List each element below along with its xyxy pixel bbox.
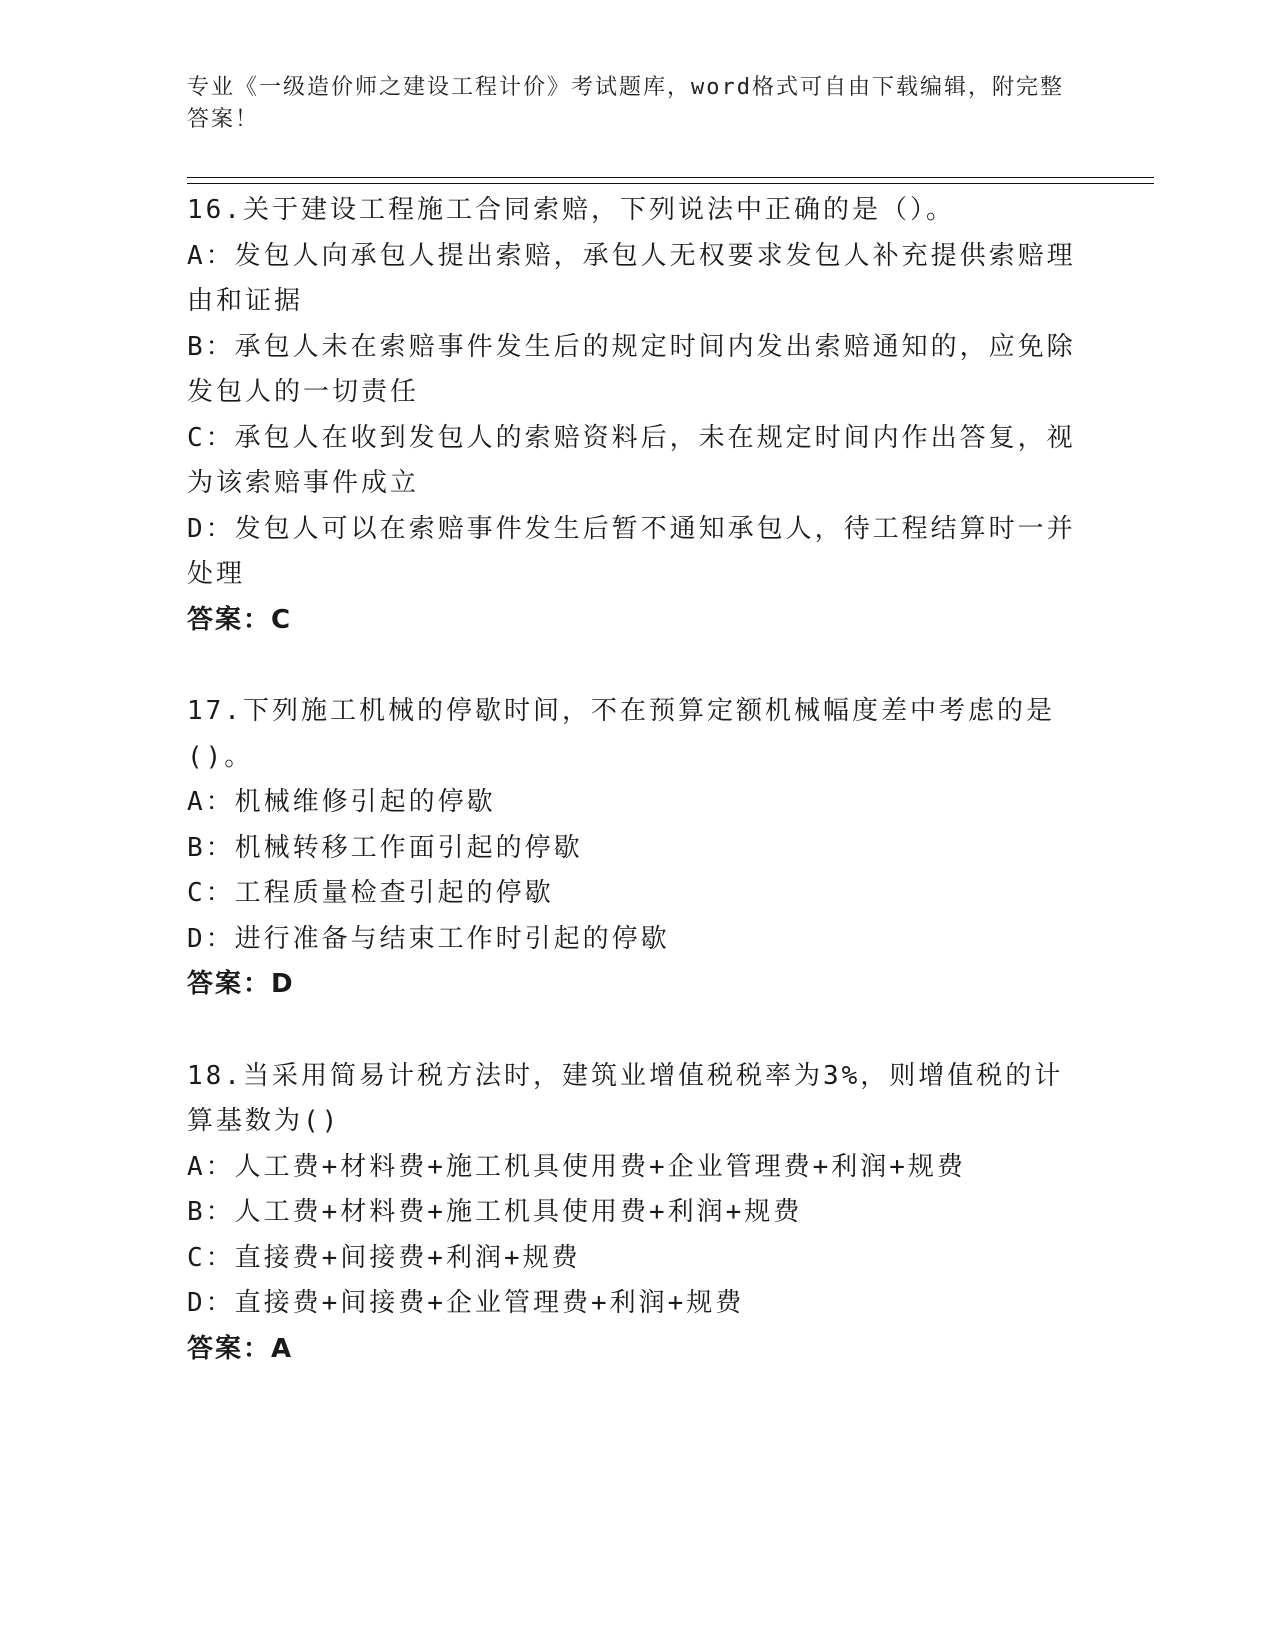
question-16 bbox=[187, 188, 1087, 643]
question-17 bbox=[187, 689, 1087, 1008]
question-stem: 16.关于建设工程施工合同索赔，下列说法中正确的是（）。 bbox=[187, 195, 955, 225]
option-c: C：工程质量检查引起的停歇 bbox=[187, 878, 554, 908]
answer-label: 答案：D bbox=[187, 969, 295, 999]
question-stem: 18.当采用简易计税方法时，建筑业增值税税率为3%，则增值税的计算基数为() bbox=[187, 1060, 1064, 1136]
answer-label: 答案：C bbox=[187, 604, 293, 635]
option-c: C：承包人在收到发包人的索赔资料后，未在规定时间内作出答复，视为该索赔事件成立 bbox=[187, 422, 1076, 498]
question-list bbox=[187, 188, 1087, 1372]
question-18 bbox=[187, 1054, 1087, 1373]
header-rule-bottom bbox=[187, 183, 1154, 184]
option-b: B：人工费+材料费+施工机具使用费+利润+规费 bbox=[187, 1197, 803, 1227]
option-a: A：人工费+材料费+施工机具使用费+企业管理费+利润+规费 bbox=[187, 1151, 966, 1182]
header-rule-top bbox=[187, 177, 1154, 178]
question-stem: 17.下列施工机械的停歇时间，不在预算定额机械幅度差中考虑的是()。 bbox=[187, 696, 1055, 772]
option-c: C：直接费+间接费+利润+规费 bbox=[187, 1242, 581, 1273]
answer-label: 答案：A bbox=[187, 1333, 294, 1364]
option-b: B：机械转移工作面引起的停歇 bbox=[187, 832, 583, 863]
option-d: D：直接费+间接费+企业管理费+利润+规费 bbox=[187, 1288, 745, 1318]
option-a: A：机械维修引起的停歇 bbox=[187, 787, 496, 817]
header-note: 专业《一级造价师之建设工程计价》考试题库，word格式可自由下载编辑，附完整答案！ bbox=[187, 75, 1064, 132]
option-a: A：发包人向承包人提出索赔，承包人无权要求发包人补充提供索赔理由和证据 bbox=[187, 240, 1076, 316]
option-d: D：进行准备与结束工作时引起的停歇 bbox=[187, 923, 670, 954]
option-b: B：承包人未在索赔事件发生后的规定时间内发出索赔通知的，应免除发包人的一切责任 bbox=[187, 331, 1076, 407]
option-d: D：发包人可以在索赔事件发生后暂不通知承包人，待工程结算时一并处理 bbox=[187, 513, 1076, 589]
